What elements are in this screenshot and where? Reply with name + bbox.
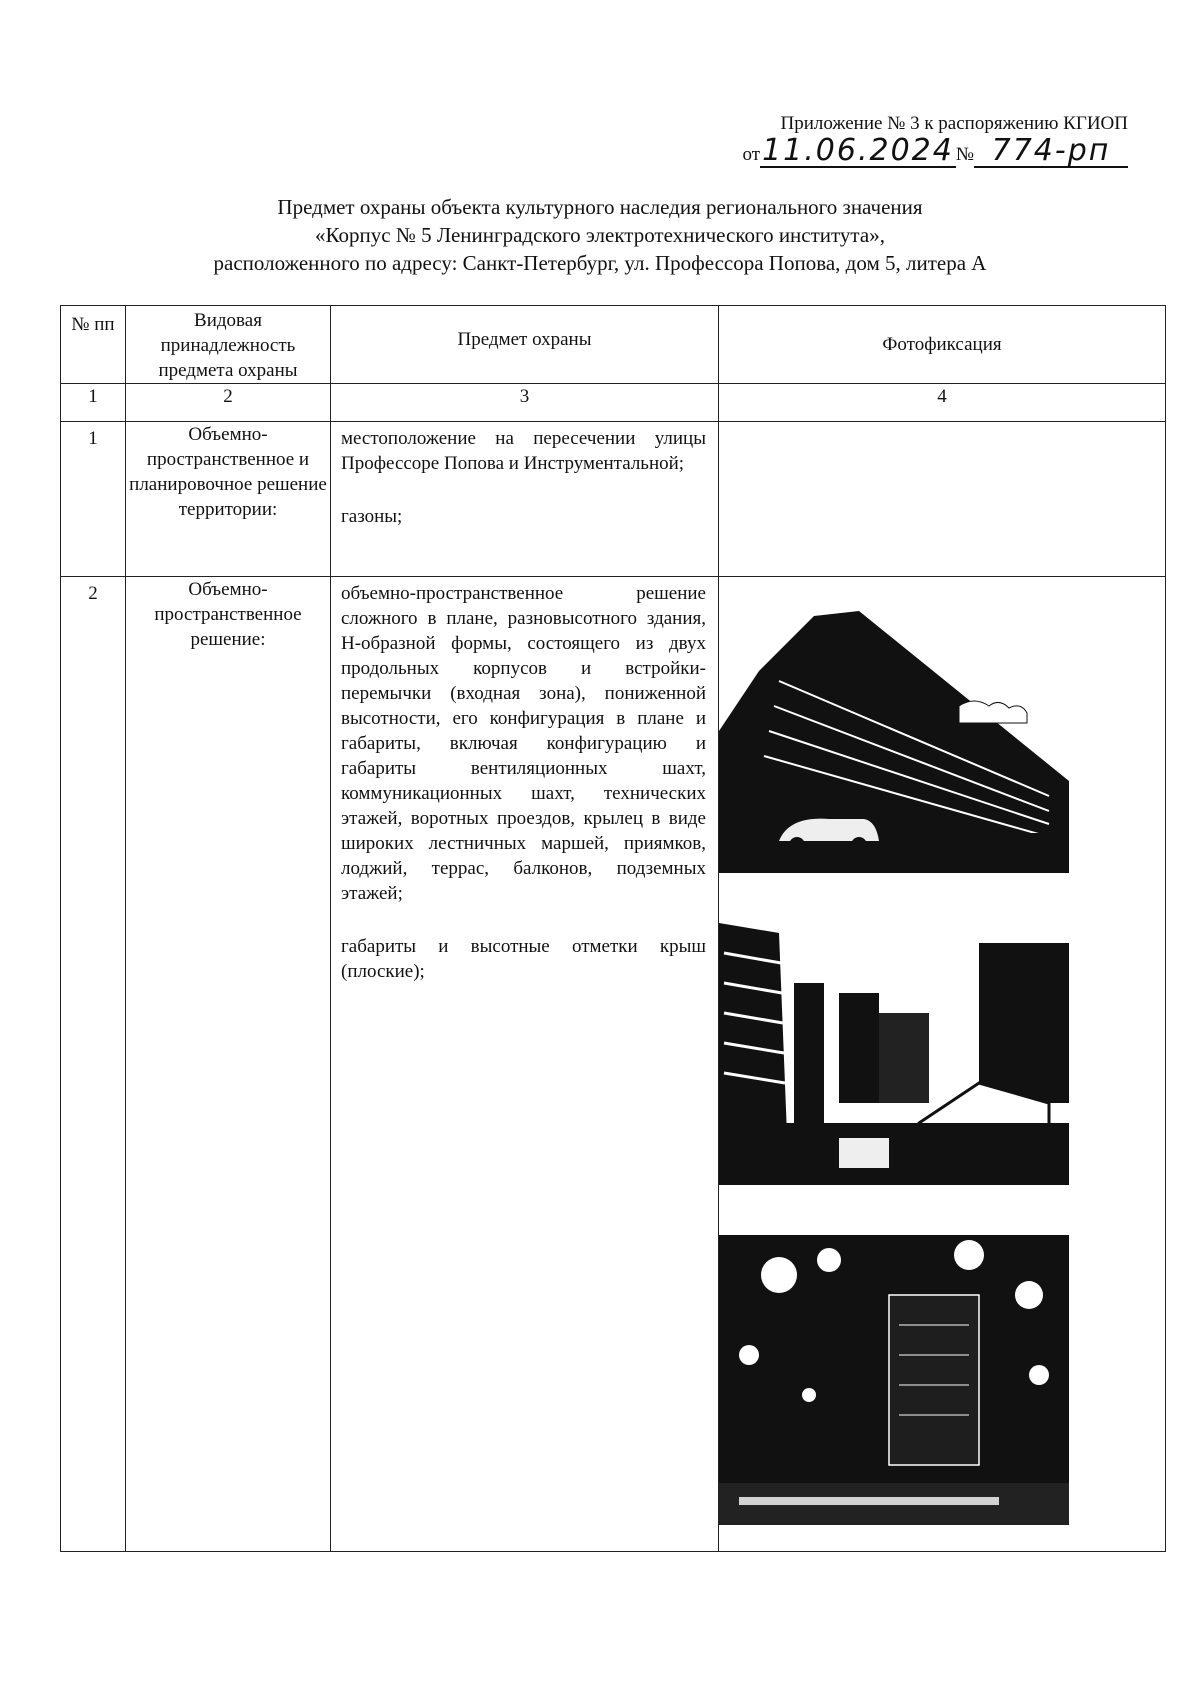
subject-paragraph: габариты и высотные отметки крыш (плоские);	[341, 936, 706, 982]
table-row	[61, 422, 1166, 577]
row-photo	[719, 422, 1166, 577]
subject-paragraph: газоны;	[341, 506, 403, 527]
handwritten-number: 774-рп	[974, 136, 1128, 168]
subject-paragraph: объемно-пространственное решение сложного в плане, разновысотного здания, Н-образной формы, состоящего из двух продольных корпусов и встройки-перемычки (входная зона), пониженной высотности, его конфигурация в плане и габариты, включая конфигурацию и габариты вентиляционных шахт, коммуникационных шахт, технических этажей, воротных проездов, крылец в виде широких лестничных маршей, приямков, лоджий, террас, балконов, подземных этажей;	[341, 583, 706, 904]
title-line-2: «Корпус № 5 Ленинградского электротехнического института»,	[315, 223, 885, 247]
photo-fixation	[719, 577, 1165, 1525]
row-subject	[331, 577, 719, 1552]
row-type: Объемно-пространственное решение:	[126, 577, 331, 1552]
appendix-line: Приложение № 3 к распоряжению КГИОП	[780, 113, 1128, 134]
protection-subject-table	[60, 305, 1166, 1552]
header-subject: Предмет охраны	[331, 306, 719, 384]
building-photo	[719, 611, 1165, 873]
row-photo	[719, 577, 1166, 1552]
document-title	[0, 193, 1200, 277]
entrance-photo	[719, 923, 1165, 1185]
table-row	[61, 577, 1166, 1552]
column-number: 4	[719, 384, 1166, 422]
column-number-row	[61, 384, 1166, 422]
table-header-row	[61, 306, 1166, 384]
handwritten-date: 11.06.2024	[762, 133, 954, 168]
column-number: 2	[126, 384, 331, 422]
header-photo: Фотофиксация	[719, 306, 1166, 384]
from-prefix: от	[742, 144, 761, 165]
trees-photo	[719, 1235, 1165, 1525]
number-sign: №	[955, 144, 974, 165]
header-num: № пп	[61, 306, 126, 384]
row-number: 1	[61, 422, 126, 577]
header-type: Видовая принадлежность предмета охраны	[126, 306, 331, 384]
title-line-1: Предмет охраны объекта культурного наследия регионального значения	[277, 195, 923, 219]
row-number: 2	[61, 577, 126, 1552]
title-line-3: расположенного по адресу: Санкт-Петербург, ул. Профессора Попова, дом 5, литера А	[213, 251, 987, 275]
row-subject	[331, 422, 719, 577]
column-number: 1	[61, 384, 126, 422]
column-number: 3	[331, 384, 719, 422]
subject-paragraph: местоположение на пересечении улицы Профессоре Попова и Инструментальной;	[341, 428, 706, 474]
appendix-header	[743, 112, 1128, 168]
row-type: Объемно-пространственное и планировочное решение территории:	[126, 422, 331, 577]
appendix-date-number	[742, 133, 1128, 168]
